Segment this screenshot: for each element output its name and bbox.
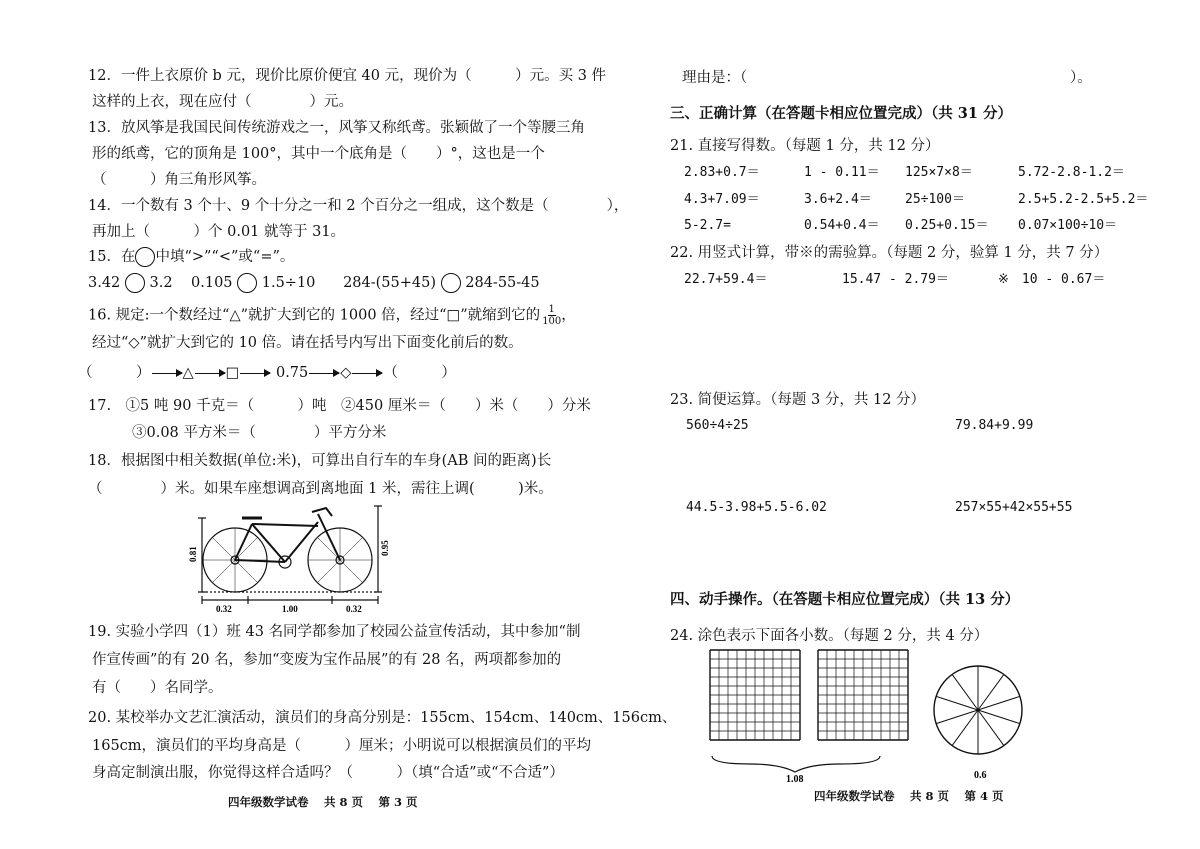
q19-line3: 有（ ）名同学。 — [92, 680, 223, 696]
chain-triangle: △ — [182, 365, 194, 381]
section-4-title: 四、动手操作。（在答题卡相应位置完成）（共 13 分） — [670, 591, 1020, 608]
circle-label: 0.6 — [974, 770, 987, 781]
chain-square: □ — [225, 365, 240, 381]
q21-item: 0.54+0.4＝ — [804, 218, 880, 233]
q21-item: 2.83+0.7＝ — [684, 165, 760, 180]
fraction — [542, 304, 561, 327]
q17-line1: 17. ①5 吨 90 千克＝（ ）吨 ②450 厘米＝（ ）米（ ）分米 — [88, 398, 591, 414]
q14-line2: 再加上（ ）个 0.01 就等于 31。 — [92, 224, 346, 240]
q15-text: 中填“>”“<”或“=”。 — [155, 249, 295, 265]
q21-title: 21. 直接写得数。（每题 1 分，共 12 分） — [670, 138, 940, 154]
q15-items — [88, 273, 540, 293]
q15-prefix: 15．在 — [88, 249, 136, 265]
q21-item: 1 - 0.11＝ — [804, 165, 880, 180]
q23-item: 79.84+9.99 — [955, 418, 1034, 433]
section-3-title: 三、正确计算（在答题卡相应位置完成）（共 31 分） — [670, 105, 1013, 122]
q24-circle — [930, 660, 1030, 780]
grids-label: 1.08 — [786, 774, 804, 785]
q22-item: 15.47 - 2.79＝ — [842, 272, 949, 287]
q22-item: ※ 10 - 0.67＝ — [998, 272, 1106, 287]
dim-right-height: 0.95 — [380, 540, 390, 556]
chain-value: 0.75 — [275, 365, 309, 381]
q21-item: 3.6+2.4＝ — [804, 192, 872, 207]
q20-line3: 身高定制演出服，你觉得这样合适吗？（ ）（填“合适”或“不合适”） — [92, 765, 564, 781]
q15-item: 284-(55+45) — [343, 275, 437, 291]
answer-circle[interactable] — [237, 273, 257, 293]
chain-diamond: ◇ — [340, 365, 352, 381]
q18-line1: 18．根据图中相关数据(单位:米)，可算出自行车的车身(AB 间的距离)长 — [88, 453, 552, 469]
q16-chain — [78, 363, 456, 383]
chain-blank[interactable]: （ ） — [383, 365, 456, 381]
q23-item: 560÷4÷25 — [686, 418, 749, 433]
q22-item: 22.7+59.4＝ — [684, 272, 768, 287]
footer-left: 四年级数学试卷 共 8 页 第 3 页 — [228, 795, 418, 809]
q24-title: 24. 涂色表示下面各小数。（每题 2 分，共 4 分） — [670, 628, 989, 644]
q16-line2: 经过“◇”就扩大到它的 10 倍。请在括号内写出下面变化前后的数。 — [92, 335, 523, 351]
dim-left-height: 0.81 — [188, 546, 198, 562]
q21-item: 125×7×8＝ — [905, 165, 973, 180]
q15-item: 1.5÷10 — [261, 275, 316, 291]
q15-instruction — [88, 247, 294, 267]
answer-circle[interactable] — [441, 273, 461, 293]
fraction-numerator: 1 — [548, 304, 555, 315]
reason-label: 理由是：（ — [682, 70, 748, 86]
q12-line1: 12．一件上衣原价 b 元，现价比原价便宜 40 元，现价为（ ）元。买 3 件 — [88, 68, 607, 84]
q12-line2: 这样的上衣，现在应付（ ）元。 — [92, 94, 353, 110]
q21-item: 25÷100＝ — [905, 192, 965, 207]
right-page — [600, 0, 1200, 849]
dim-right-width: 0.32 — [346, 604, 362, 614]
q21-item: 5-2.7= — [684, 218, 731, 233]
answer-circle[interactable] — [125, 273, 145, 293]
q21-item: 0.07×100÷10＝ — [1018, 218, 1118, 233]
arrow-icon — [309, 373, 339, 374]
q21-item: 4.3+7.09＝ — [684, 192, 760, 207]
q20-line2: 165cm，演员们的平均身高是（ ）厘米；小明说可以根据演员们的平均 — [92, 738, 592, 754]
q20-line1: 20. 某校举办文艺汇演活动，演员们的身高分别是：155cm、154cm、140cm、156cm、 — [88, 710, 677, 726]
q13-line3: （ ）角三角形风筝。 — [92, 172, 266, 188]
q16-text: 16. 规定:一个数经过“△”就扩大到它的 1000 倍，经过“□”就缩到它的 — [88, 307, 541, 324]
q15-item: 284-55-45 — [465, 275, 540, 291]
q13-line2: 形的纸鸢，它的顶角是 100°，其中一个底角是（ ）°，这也是一个 — [92, 146, 545, 162]
q21-item: 2.5+5.2-2.5+5.2＝ — [1018, 192, 1149, 207]
reason-end: ）。 — [1070, 70, 1092, 86]
hundred-grid[interactable] — [818, 650, 908, 740]
q15-item: 0.105 — [191, 275, 233, 291]
q16-line1 — [88, 304, 576, 327]
q18-line2: （ ）米。如果车座想调高到离地面 1 米，需往上调( )米。 — [88, 481, 553, 497]
arrow-icon — [240, 373, 270, 374]
q23-item: 257×55+42×55+55 — [955, 500, 1073, 515]
compare-circle-icon — [135, 247, 155, 267]
dim-left-width: 0.32 — [216, 604, 232, 614]
q15-item: 3.2 — [149, 275, 173, 291]
q24-grids — [700, 648, 960, 783]
q16-comma: ， — [561, 307, 576, 324]
q13-line1: 13．放风筝是我国民间传统游戏之一，风筝又称纸鸢。张颖做了一个等腰三角 — [88, 120, 585, 136]
hundred-grid[interactable] — [710, 650, 800, 740]
q15-item: 3.42 — [88, 275, 121, 291]
arrow-icon — [195, 373, 225, 374]
fraction-denominator: 100 — [542, 316, 562, 327]
bicycle-diagram — [190, 500, 390, 615]
chain-blank[interactable]: （ ） — [78, 365, 151, 381]
q19-line1: 19. 实验小学四（1）班 43 名同学都参加了校园公益宣传活动，其中参加“制 — [88, 624, 581, 640]
q23-title: 23. 简便运算。（每题 3 分，共 12 分） — [670, 392, 926, 408]
arrow-icon — [152, 373, 182, 374]
divided-circle[interactable] — [934, 666, 1022, 754]
q21-item: 0.25+0.15＝ — [905, 218, 989, 233]
footer-right: 四年级数学试卷 共 8 页 第 4 页 — [814, 789, 1004, 803]
q17-line2: ③0.08 平方米＝（ ）平方分米 — [132, 425, 387, 441]
q22-title: 22. 用竖式计算，带※的需验算。（每题 2 分，验算 1 分，共 7 分） — [670, 245, 1109, 261]
q14-line1: 14．一个数有 3 个十、9 个十分之一和 2 个百分之一组成，这个数是（ ）， — [88, 198, 629, 214]
q21-item: 5.72-2.8-1.2＝ — [1018, 165, 1125, 180]
arrow-icon — [352, 373, 382, 374]
q23-item: 44.5-3.98+5.5-6.02 — [686, 500, 827, 515]
q19-line2: 作宣传画”的有 20 名，参加“变废为宝作品展”的有 28 名，两项都参加的 — [92, 652, 562, 668]
dim-mid-width: 1.00 — [282, 604, 298, 614]
brace-icon — [712, 756, 880, 772]
